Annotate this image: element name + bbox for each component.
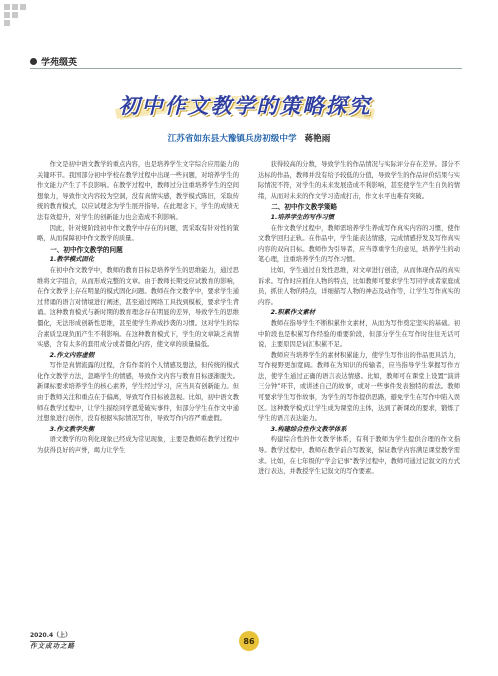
subsection-heading: 1.教学模式固化 <box>49 256 95 264</box>
body-paragraph: 比如，学生通过自发性思维，对文章进行创造，从而体现作品的真实诉求。写作时应抓住人物的特点，比如教师可要求学生写同学或者家庭成员，抓住人物的特点，详细描写人物的神态及动作等，让学生写作真实的内容。 <box>258 266 460 306</box>
body-paragraph: 在初中作文教学中，教师的教育目标是培养学生的思维能力，通过思维将文字组合，从而形成完整的文章。由于教师长期受应试教育的影响，在作文教学上存在明显的模式固化问题。教师在作文教学中，要求学生通过背诵的语言对情境进行阐述，甚至通过网络工具找到模板，要求学生背诵。这种教育模式与新时期的教育理念存在明显的差异，导致学生的思维僵化，无法形成创新性思维，甚至使学生养成抄袭的习惯。这对学生的综合素质呈现负面产生不利影响。在这种教育模式下，学生的文章缺乏真情实感，含有太多的套用成分或者僵化内容，使文章的质量偏低。 <box>37 266 239 349</box>
article-title: 初中作文教学的策略探究 <box>118 93 372 118</box>
subsection-heading: 2.积累作文素材 <box>270 309 316 317</box>
body-paragraph: 因此，针对规阶段初中作文教学中存在的问题，需采取有针对性的策略，从而保障初中作文教学的质量。 <box>37 224 239 243</box>
page-number: 86 <box>239 631 259 651</box>
issue-date: 2020.4（上） <box>30 631 75 642</box>
footer-info <box>30 631 75 651</box>
body-paragraph: 写作是真情流露的过程，含有作者的个人情感及想法，但传统的模式化作文教学方法，忽略学生的情感，导致作文内容与教育目标逐渐脱失。新课标要求培养学生的核心素养，学生经过学习，应当具有创新能力。但由于教师关注和重点在于偏离，导致写作目标被忽视。比如，初中语文教师在教学过程中，让学生描绘同学恩爱破实事件，但部分学生在作文中通过想象进行创作，没有根据实际情况写作，导致写作内容严重虚假。 <box>37 362 239 423</box>
body-paragraph: 构建综合性的作文教学体系，有利于教师为学生提供合理的作文指导。教学过程中，教师在教学前合写教案，保证教学内容满足课堂教学需求。比如，在七年级的“学会记事”教学过程中，教师可通过记叙文的方式进行表达，并教授学生记叙文的写作要素。 <box>258 436 460 476</box>
body-paragraph: 教师在指导学生不断积累作文素材，从而为写作奠定坚实的基础。初中阶段也是积累写作经验的重要阶段，但部分学生在写作时往往无话可说，主要原因是词汇积累不足。 <box>258 319 460 349</box>
header-divider <box>30 68 462 69</box>
body-paragraph: 在作文教学过程中，教师需培养学生养成写作真实内容的习惯，使作文教学回归正轨。在作品中，学生能表达情感，完成情感抒发及写作真实内容的双向目标。教师作为引导者，应当尊重学生的意见，培养学生的动笔心理，注重培养学生的写作习惯。 <box>258 224 460 264</box>
section-heading: 一、初中作文教学的问题 <box>50 245 123 254</box>
section-heading: 二、初中作文教学策略 <box>271 203 338 212</box>
subsection-heading: 2.作文内容虚假 <box>49 351 95 359</box>
body-paragraph: 语文教学的功利化现象已经成为常见现象，主要是教师在教学过程中为获得良好的声誉，竭力让学生 <box>37 436 239 455</box>
author-affiliation: 江苏省如东县大豫镇兵房初级中学 <box>167 134 297 144</box>
section-dot-icon <box>30 58 37 65</box>
corner-grid-icon <box>0 0 60 40</box>
subsection-heading: 3.构建综合性作文教学体系 <box>270 425 347 433</box>
body-paragraph: 作文是初中语文教学的重点内容，也是培养学生文字综合应用能力的关键环节。我国部分初中学校在教学过程中出现一些问题，对培养学生的作文能力产生了不良影响。在教学过程中，教师过分注重培养学生的空间想象力，导致作文内容较为空洞，没有真情实感，教学模式陈旧，采取传统的教育模式，以应试理念为学生展开指导。在此理念下，学生的成绩无法有效提升，对学生的创新能力也会造成不利影响。 <box>37 161 239 221</box>
journal-name: 作文成功之路 <box>30 642 75 650</box>
body-paragraph: 获得较高的分数，导致学生的作品情况与实际评分存在差异。部分不达标的作品，教师并没有给予较低的分值，导致学生的作品评价结果与实际情况不符，对学生的未来发展造成不利影响，甚至使学生产生自负的情绪，从而对未来的作文学习造成打击，作文水平也难有突破。 <box>258 161 460 200</box>
section-label: 学苑缀英 <box>41 58 78 68</box>
author-name: 蒋艳雨 <box>304 134 331 144</box>
subsection-heading: 3.作文教学失衡 <box>49 425 95 433</box>
byline <box>0 132 498 144</box>
section-tag <box>30 55 77 68</box>
title-banner <box>110 84 380 126</box>
left-column <box>37 160 239 457</box>
right-column <box>258 160 460 478</box>
subsection-heading: 1.培养学生的写作习惯 <box>270 213 335 221</box>
body-paragraph: 教师应当培养学生的素材积累能力，使学生写作出的作品更具活力，写作视野更加宽阔。教师在为知识的传输者，应当指导学生掌握写作方法，使学生通过正确的语言表达情感。比如，教师可在课堂上设置“演讲三分钟”环节，或讲述自己的故事，或对一些事件发表独特的看法。教师可要求学生写作故事，为学生的写作提供思路，避免学生在写作中陷入误区。这种教学模式让学生成为课堂的主体，达到了新课改的要求，锻炼了学生的语言表达能力。 <box>258 351 460 423</box>
